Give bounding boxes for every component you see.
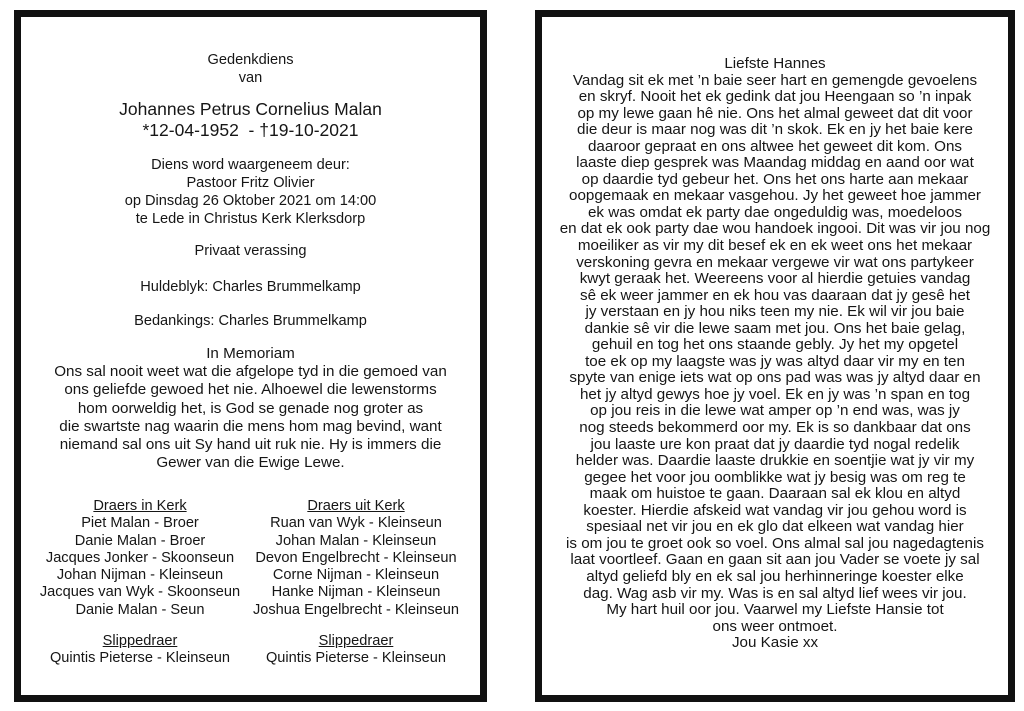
letter-line: moeiliker as vir my dit besef ek en ek weet ons het mekaar — [577, 237, 973, 255]
letter-line: laaste diep gesprek was Maandag middag en aand oor wat — [576, 154, 974, 172]
bearer-entry: Jacques van Wyk - Skoonseun — [39, 584, 241, 601]
letter-line: spesiaal net vir jou en ek glo dat elkeen wat vandag hier — [586, 518, 964, 536]
letter-line: oopgemaak en mekaar vasgehou. Jy het geweet hoe jammer — [569, 187, 981, 205]
bearer-entry: Johan Nijman - Kleinseun — [56, 567, 224, 584]
letter-line: dankie sê vir die lewe saam met jou. Ons het baie gelag, — [584, 319, 966, 337]
tribute-text: Huldeblyk: Charles Brummelkamp — [140, 279, 361, 295]
pall-bearer-title: Slippedraer — [102, 633, 178, 649]
service-line: op Dinsdag 26 Oktober 2021 om 14:00 — [124, 193, 377, 209]
memoriam-line: ons geliefde gewoed het nie. Alhoewel die lewenstorms — [64, 381, 437, 399]
pall-bearer-name: Quintis Pieterse - Kleinseun — [49, 650, 231, 667]
letter-line: spyte van enige iets wat op ons pad was was jy altyd daar en — [569, 369, 981, 387]
heading-line: Gedenkdiens — [207, 52, 294, 68]
farewell-letter — [542, 56, 1008, 652]
service-heading — [21, 51, 480, 87]
bearers-in-church — [26, 498, 254, 619]
memorial-card-left — [14, 10, 487, 702]
bearer-entry: Johan Malan - Kleinseun — [275, 532, 437, 549]
tribute-note — [21, 278, 480, 296]
letter-line: maak om huistoe te gaan. Daaraan sal ek klou en altyd — [589, 485, 961, 503]
thanks-text: Bedankings: Charles Brummelkamp — [134, 313, 367, 329]
pall-bearer-left — [26, 633, 254, 668]
letter-line: nog steeds bekommerd oor my. Ek is so dankbaar dat ons — [579, 419, 971, 437]
bearers-outside-church — [243, 498, 469, 619]
memoriam-line: Gewer van die Ewige Lewe. — [156, 454, 345, 472]
memoriam-title: In Memoriam — [206, 345, 295, 362]
bearer-entry: Hanke Nijman - Kleinseun — [271, 584, 441, 601]
letter-line: sê ek weer jammer en ek hou vas daaraan dat jy gesê het — [579, 286, 971, 304]
service-line: Diens word waargeneem deur: — [151, 157, 350, 173]
letter-line: verskoning gevra en mekaar vergewe vir wat ons partykeer — [576, 253, 974, 271]
letter-line: dag. Wag asb vir my. Was is en sal altyd lief wees vir jou. — [583, 584, 967, 602]
letter-line: en skryf. Nooit het ek gedink dat jou Heengaan so ’n inpak — [578, 88, 972, 106]
letter-line: My hart huil oor jou. Vaarwel my Liefste Hansie tot — [606, 601, 944, 619]
deceased-name: Johannes Petrus Cornelius Malan — [119, 99, 382, 119]
letter-line: toe ek op my laagste was jy was altyd daar vir my en ten — [585, 352, 965, 370]
letter-line: kwyt geraak het. Weereens voor al hierdie getuies vandag — [579, 270, 971, 288]
service-line: Pastoor Fritz Olivier — [186, 175, 315, 191]
bearer-entry: Danie Malan - Broer — [74, 532, 206, 549]
letter-line: op daardie tyd gebeur het. Ons het ons harte aan mekaar — [581, 170, 969, 188]
pall-bearer-title: Slippedraer — [318, 633, 394, 649]
letter-line: gehuil en tog het ons staande gebly. Jy het my opgetel — [591, 336, 959, 354]
letter-line: op jou reis in die lewe wat amper op ’n end was, was jy — [590, 402, 960, 420]
cremation-text: Privaat verassing — [194, 243, 307, 259]
memoriam-line: niemand sal ons uit Sy hand uit ruk nie. Hy is immers die — [59, 436, 442, 454]
bearer-entry: Devon Engelbrecht - Kleinseun — [255, 549, 457, 566]
letter-greeting: Liefste Hannes — [724, 55, 826, 72]
memoriam-line: Ons sal nooit weet wat die afgelope tyd in die gemoed van — [54, 363, 447, 381]
letter-line: ons weer ontmoet. — [712, 617, 838, 635]
letter-line: gegee het voor jou oomblikke wat jy besig was om reg te — [584, 468, 966, 486]
in-memoriam — [21, 345, 480, 472]
bearer-entry: Jacques Jonker - Skoonseun — [45, 549, 235, 566]
letter-line: altyd geliefd bly en ek sal jou herhinneringe koester elke — [586, 567, 964, 585]
letter-line: jy verstaan en jy hou niks teen my nie. Ek wil vir jou baie — [585, 303, 965, 321]
service-details — [21, 156, 480, 228]
letter-line: op my lewe gaan hê nie. Ons het almal geweet dat dit voor — [577, 104, 973, 122]
bearer-entry: Piet Malan - Broer — [81, 515, 199, 532]
letter-line: jou laaste ure kon praat dat jy daardie tyd nogal redelik — [590, 435, 960, 453]
life-dates: *12-04-1952 - †19-10-2021 — [142, 120, 359, 140]
pall-bearer-name: Quintis Pieterse - Kleinseun — [265, 650, 447, 667]
letter-line: en dat ek ook party dae wou handoek ingooi. Dit was vir jou nog — [559, 220, 991, 238]
letter-line: koester. Hierdie afskeid wat vandag vir jou gehou word is — [583, 501, 967, 519]
letter-line: Vandag sit ek met ’n baie seer hart en gemengde gevoelens — [572, 71, 978, 89]
letter-line: die deur is maar nog was dit ’n skok. Ek en jy het baie kere — [577, 121, 973, 139]
letter-line: ek was omdat ek party dae ongeduldig was, moedeloos — [587, 203, 962, 221]
memorial-card-right — [535, 10, 1015, 702]
letter-line: het jy altyd gewys hoe jy voel. Ek en jy was ’n span en tog — [579, 385, 971, 403]
letter-line: helder was. Daardie laaste drukkie en soentjie wat jy vir my — [575, 452, 975, 470]
bearer-entry: Ruan van Wyk - Kleinseun — [270, 515, 442, 532]
bearer-entry: Danie Malan - Seun — [75, 601, 205, 618]
letter-signoff: Jou Kasie xx — [731, 634, 819, 652]
letter-line: laat voortleef. Gaan en gaan sit aan jou Vader se voete jy sal — [570, 551, 980, 569]
letter-line: daaroor gepraat en ons altwee het geweet dit kom. Ons — [587, 137, 962, 155]
deceased-block — [21, 99, 480, 141]
letter-line: is om jou te groet ook so voel. Ons almal sal jou nagedagtenis — [566, 534, 984, 552]
pall-bearer-right — [243, 633, 469, 668]
cremation-note — [21, 242, 480, 260]
bearers-outside-church-title: Draers uit Kerk — [307, 498, 405, 514]
memoriam-line: die swartste nag waarin die mens hom mag bevind, want — [59, 417, 442, 435]
memoriam-line: hom oorweldig het, is God se genade nog groter as — [77, 399, 424, 417]
bearers-in-church-title: Draers in Kerk — [93, 498, 187, 514]
thanks-note — [21, 312, 480, 330]
bearer-entry: Corne Nijman - Kleinseun — [272, 567, 440, 584]
heading-line: van — [238, 70, 263, 86]
bearer-entry: Joshua Engelbrecht - Kleinseun — [252, 601, 460, 618]
service-line: te Lede in Christus Kerk Klerksdorp — [135, 211, 366, 227]
